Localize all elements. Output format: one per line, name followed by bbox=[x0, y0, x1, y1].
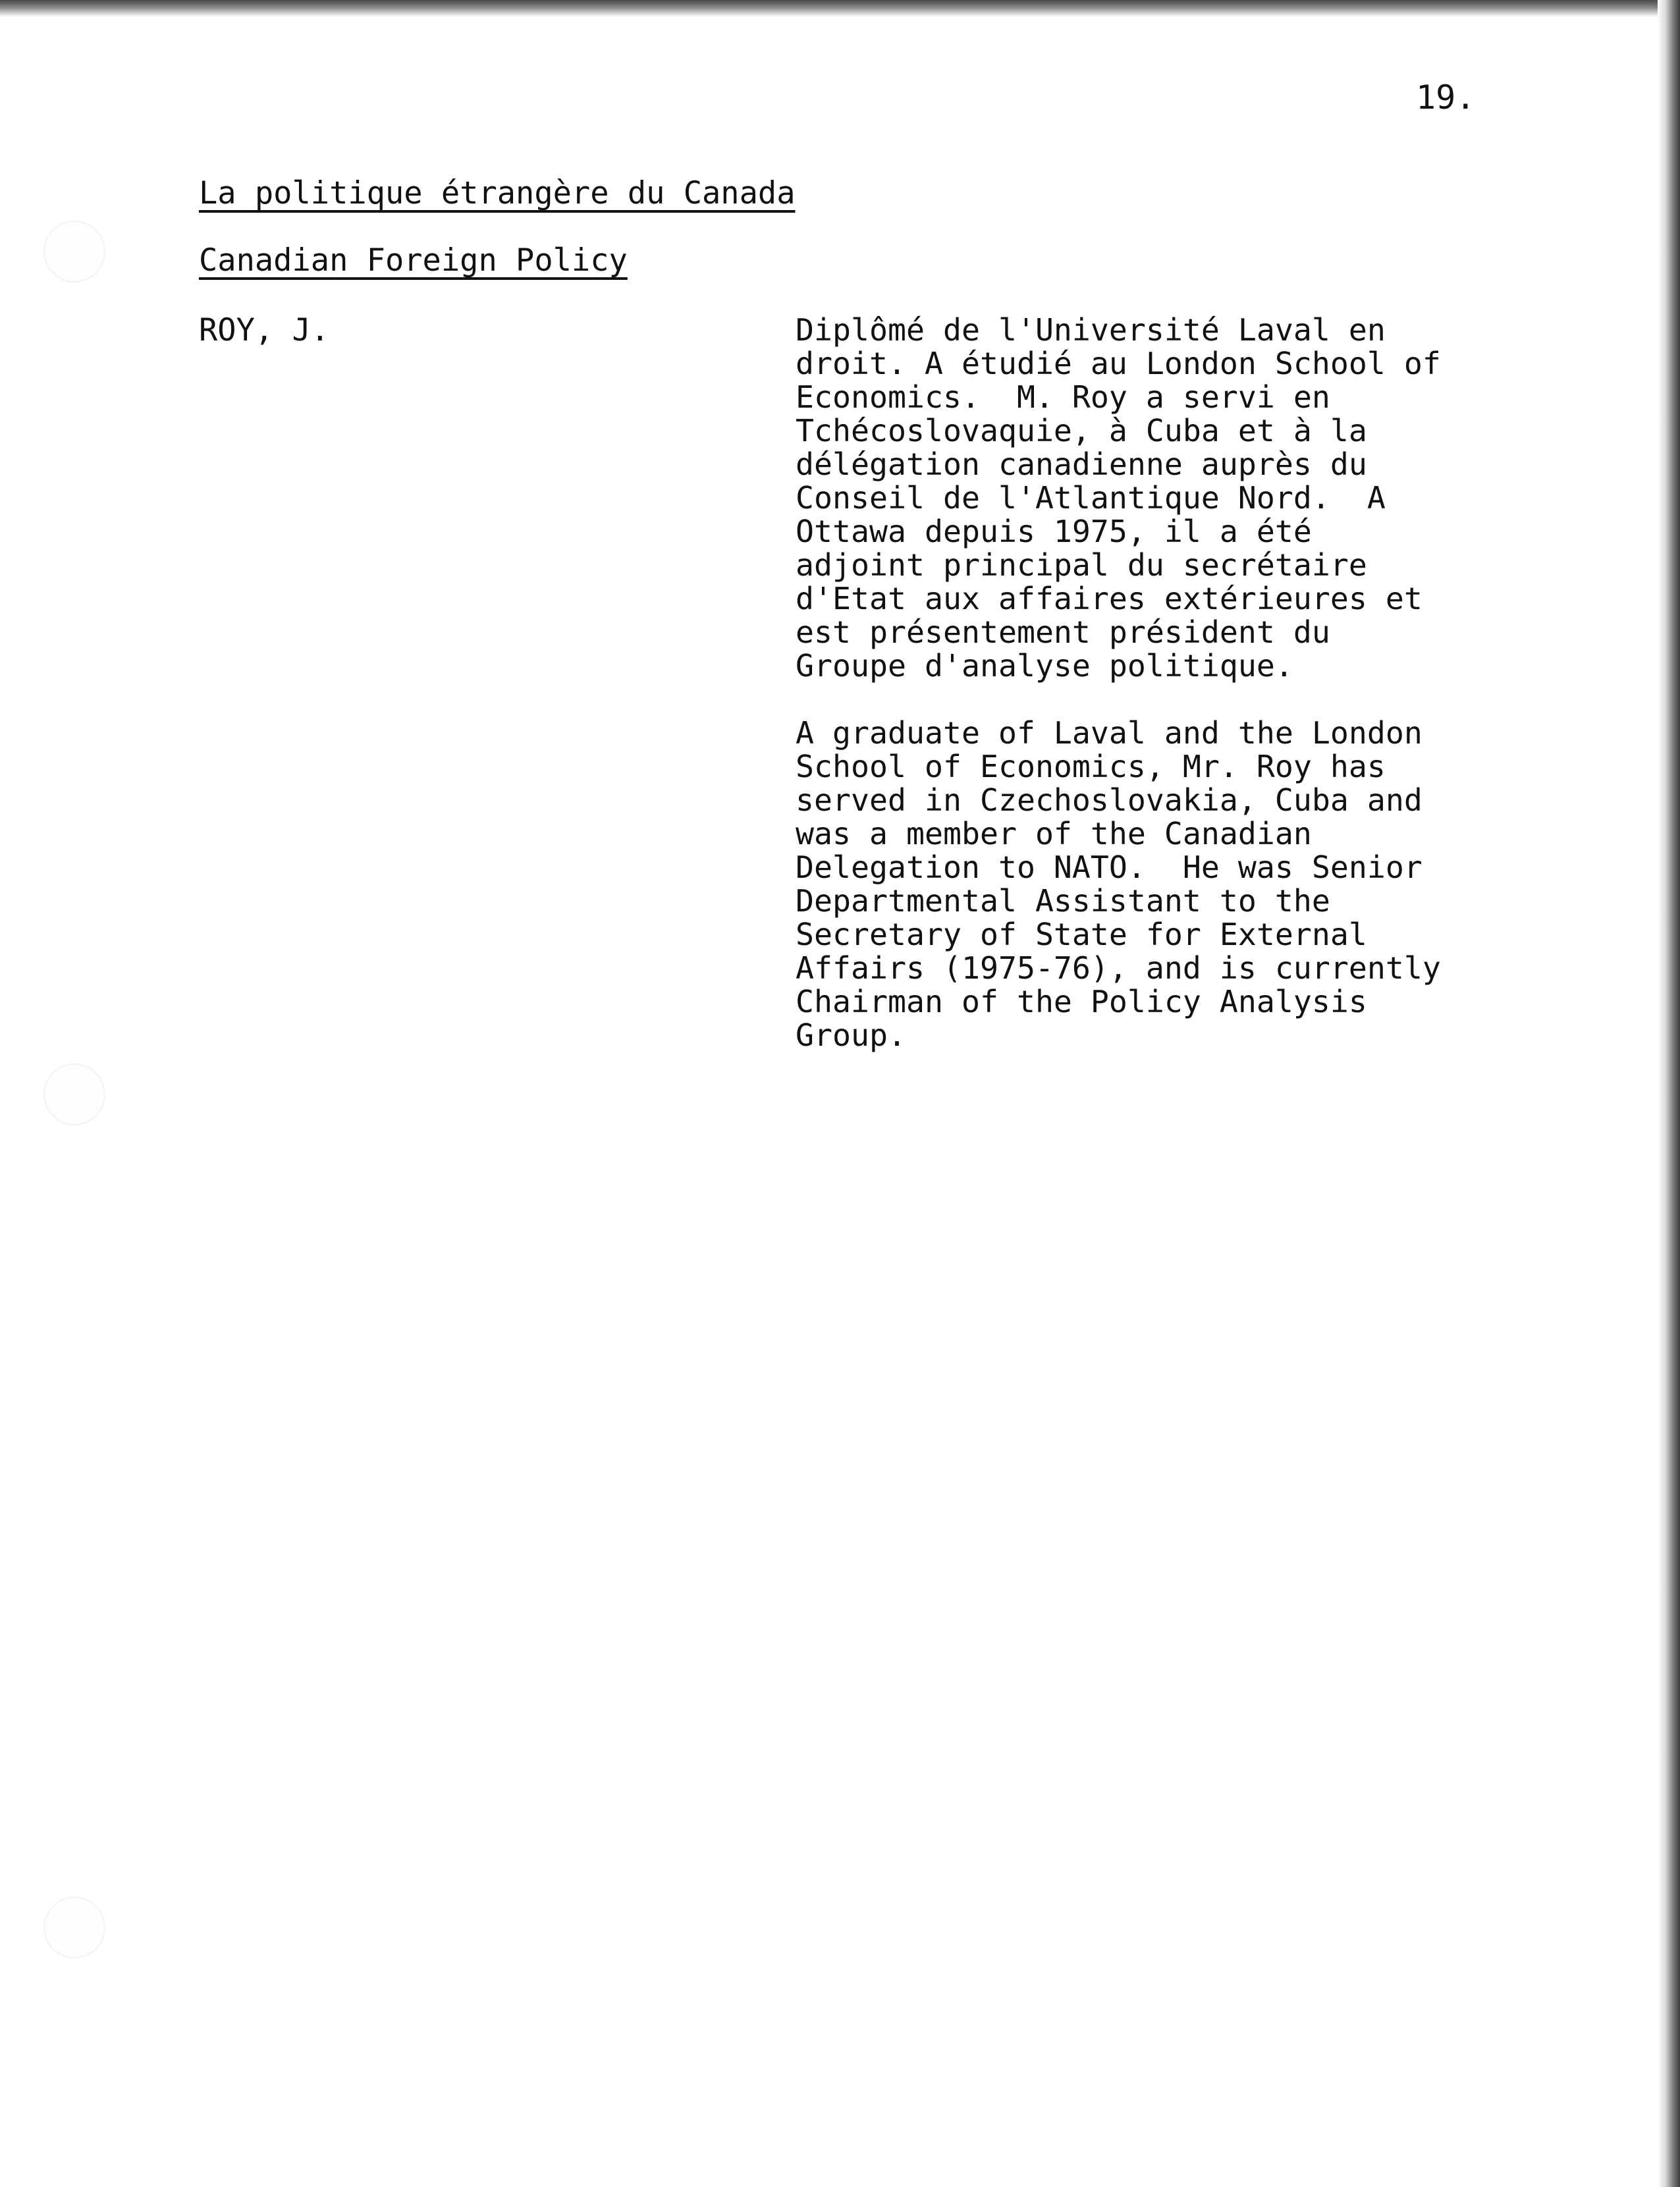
bio-french: Diplômé de l'Université Laval en droit. A étudié au London School of Economics. M. Roy a servi en Tchécoslovaquie, à Cuba et à la délégation canadienne auprès du Conseil de l'Atlantique Nord. A Ottawa depuis 1975, il a été adjoint principal du secrétaire d'Etat aux affaires extérieures et est présentement président du Groupe d'analyse politique. bbox=[796, 312, 1441, 684]
punch-hole-top bbox=[43, 221, 105, 283]
entry-name: ROY, J. bbox=[199, 312, 330, 348]
punch-hole-middle bbox=[43, 1064, 105, 1125]
page-number: 19. bbox=[1416, 78, 1476, 117]
scan-top-edge bbox=[0, 0, 1680, 17]
heading-french: La politique étrangère du Canada bbox=[199, 175, 796, 211]
heading-english: Canadian Foreign Policy bbox=[199, 242, 628, 279]
punch-hole-bottom bbox=[43, 1897, 105, 1958]
bio-english: A graduate of Laval and the London School of Economics, Mr. Roy has served in Czechoslovakia, Cuba and was a member of the Canadian Delegation to NATO. He was Senior Departmental Assistant to the Secretary of State for External Affairs (1975-76), and is currently Chairman of the Policy Analysis Group. bbox=[796, 715, 1441, 1053]
scan-right-edge bbox=[1658, 0, 1680, 2187]
